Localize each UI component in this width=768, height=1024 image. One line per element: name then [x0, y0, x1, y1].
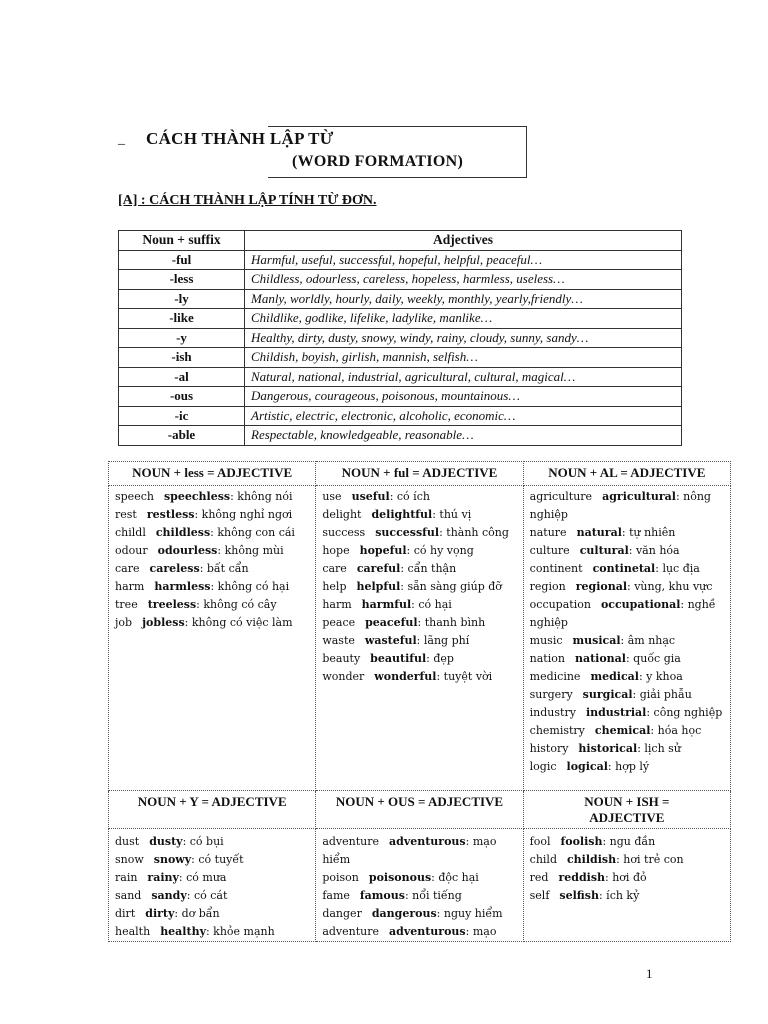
adjective-word: famous	[359, 889, 405, 902]
noun-word: red	[529, 871, 549, 884]
noun-word: self	[529, 889, 550, 902]
noun-word: medicine	[529, 670, 581, 683]
vietnamese-meaning: : dơ bẩn	[174, 907, 220, 920]
examples-cell: Healthy, dirty, dusty, snowy, windy, rainy, cloudy, sunny, sandy…	[245, 328, 682, 348]
suffix-cell: -ly	[119, 289, 245, 309]
word-list-cell	[523, 486, 730, 791]
word-entry	[322, 614, 518, 632]
noun-word: rain	[115, 871, 138, 884]
noun-word: surgery	[529, 688, 573, 701]
noun-word: music	[529, 634, 563, 647]
word-entry	[530, 704, 726, 722]
adjective-word: chemical	[594, 724, 651, 737]
vietnamese-meaning: : lãng phí	[416, 634, 470, 647]
vietnamese-meaning: : đẹp	[426, 652, 454, 665]
vietnamese-meaning: : không mùi	[217, 544, 284, 557]
noun-word: job	[115, 616, 133, 629]
word-entry	[322, 578, 518, 596]
word-entry	[530, 887, 726, 905]
vietnamese-meaning: : giải phẫu	[632, 688, 692, 701]
word-list-cell	[109, 829, 316, 942]
noun-word: child	[529, 853, 557, 866]
vietnamese-meaning: : nguy hiểm	[436, 907, 503, 920]
suffix-cell: -ous	[119, 387, 245, 407]
page-number: 1	[646, 966, 653, 981]
word-list-cell	[109, 486, 316, 791]
vietnamese-meaning: : văn hóa	[628, 544, 680, 557]
word-entry	[115, 488, 311, 506]
noun-word: danger	[322, 907, 362, 920]
noun-word: care	[115, 562, 140, 575]
vietnamese-meaning: : công nghiệp	[646, 706, 723, 719]
adjective-word: natural	[576, 526, 622, 539]
word-entry	[530, 869, 726, 887]
vietnamese-meaning: : khỏe mạnh	[205, 925, 275, 938]
noun-word: delight	[322, 508, 362, 521]
word-entry	[530, 650, 726, 668]
word-entry	[530, 833, 726, 851]
noun-word: culture	[529, 544, 570, 557]
word-entry	[322, 596, 518, 614]
word-entry	[530, 488, 726, 524]
section-heading: [A] : CÁCH THÀNH LẬP TÍNH TỪ ĐƠN.	[118, 193, 377, 208]
noun-word: beauty	[322, 652, 361, 665]
word-entry	[115, 833, 311, 851]
word-entry	[530, 542, 726, 560]
suffix-table-header-row	[119, 231, 682, 251]
noun-word: hope	[322, 544, 350, 557]
vietnamese-meaning: : không có cây	[196, 598, 277, 611]
vietnamese-meaning: : nông nghiệp	[529, 490, 711, 521]
adjective-word: delightful	[371, 508, 433, 521]
vietnamese-meaning: : có mưa	[178, 871, 227, 884]
adjective-word: jobless	[142, 616, 185, 629]
vietnamese-meaning: : âm nhạc	[620, 634, 676, 647]
suffix-row	[119, 367, 682, 387]
noun-word: rest	[115, 508, 137, 521]
noun-word: help	[322, 580, 347, 593]
suffix-row	[119, 309, 682, 329]
noun-word: harm	[322, 598, 352, 611]
suffix-cell: -less	[119, 270, 245, 290]
vietnamese-meaning: : lịch sử	[637, 742, 681, 755]
word-entry	[115, 542, 311, 560]
vietnamese-meaning: : thanh bình	[417, 616, 486, 629]
vietnamese-meaning: : độc hại	[431, 871, 479, 884]
word-entry	[322, 887, 518, 905]
word-list-cell	[316, 829, 523, 942]
adjective-word: industrial	[585, 706, 647, 719]
word-entry	[530, 758, 726, 776]
vietnamese-meaning: : nghề nghiệp	[529, 598, 716, 629]
suffix-table	[118, 230, 682, 446]
adjective-word: peaceful	[365, 616, 418, 629]
title-bullet: _	[118, 132, 125, 147]
grid-header: NOUN + AL = ADJECTIVE	[523, 462, 730, 486]
word-entry	[115, 560, 311, 578]
word-entry	[530, 560, 726, 578]
noun-word: poison	[322, 871, 359, 884]
vietnamese-meaning: : có tuyết	[191, 853, 244, 866]
suffix-row	[119, 406, 682, 426]
noun-word: wonder	[322, 670, 365, 683]
noun-word: dirt	[115, 907, 136, 920]
adjective-word: snowy	[153, 853, 192, 866]
noun-word: continent	[529, 562, 583, 575]
noun-word: childl	[115, 526, 146, 539]
vietnamese-meaning: : y khoa	[638, 670, 683, 683]
word-entry	[115, 524, 311, 542]
word-entry	[322, 524, 518, 542]
adjective-word: speechless	[163, 490, 231, 503]
adjective-word: sandy	[151, 889, 187, 902]
grid-header-row-1	[109, 462, 731, 486]
adjective-word: wonderful	[374, 670, 437, 683]
word-list-cell	[316, 486, 523, 791]
suffix-cell: -ic	[119, 406, 245, 426]
adjective-word: healthy	[160, 925, 206, 938]
page-title: CÁCH THÀNH LẬP TỪ	[146, 129, 334, 148]
noun-word: chemistry	[529, 724, 585, 737]
adjective-word: selfish	[559, 889, 599, 902]
adjective-word: surgical	[582, 688, 633, 701]
word-entry	[115, 887, 311, 905]
grid-body-row-2	[109, 829, 731, 942]
suffix-column-header: Noun + suffix	[119, 231, 245, 251]
word-entry	[322, 632, 518, 650]
noun-word: waste	[322, 634, 355, 647]
word-entry	[322, 560, 518, 578]
word-entry	[530, 740, 726, 758]
noun-word: harm	[115, 580, 145, 593]
vietnamese-meaning: : mạo hiểm	[322, 835, 497, 866]
adjective-word: careless	[149, 562, 200, 575]
word-entry	[322, 650, 518, 668]
vietnamese-meaning: : hơi đỏ	[605, 871, 647, 884]
noun-word: peace	[322, 616, 356, 629]
word-entry	[530, 524, 726, 542]
vietnamese-meaning: : có ích	[389, 490, 430, 503]
suffix-row	[119, 387, 682, 407]
noun-word: region	[529, 580, 566, 593]
vietnamese-meaning: : không con cái	[210, 526, 295, 539]
noun-word: history	[529, 742, 569, 755]
adjective-word: musical	[572, 634, 621, 647]
adjective-word: useful	[351, 490, 390, 503]
adjective-word: rainy	[147, 871, 179, 884]
word-entry	[115, 851, 311, 869]
word-entry	[115, 923, 311, 941]
word-entry	[322, 542, 518, 560]
adjectives-column-header: Adjectives	[245, 231, 682, 251]
suffix-table-body	[119, 250, 682, 445]
suffix-row	[119, 348, 682, 368]
grid-header: NOUN + Y = ADJECTIVE	[109, 791, 316, 829]
adjective-word: odourless	[157, 544, 218, 557]
suffix-cell: -ish	[119, 348, 245, 368]
examples-cell: Respectable, knowledgeable, reasonable…	[245, 426, 682, 446]
vietnamese-meaning: : quốc gia	[625, 652, 681, 665]
noun-word: sand	[115, 889, 142, 902]
examples-cell: Childless, odourless, careless, hopeless, harmless, useless…	[245, 270, 682, 290]
adjective-word: successful	[375, 526, 440, 539]
adjective-word: helpful	[356, 580, 401, 593]
suffix-row	[119, 270, 682, 290]
adjective-word: childless	[155, 526, 211, 539]
word-entry	[530, 578, 726, 596]
adjective-word: adventurous	[389, 925, 466, 938]
adjective-word: historical	[578, 742, 638, 755]
word-entry	[115, 578, 311, 596]
adjective-word: hopeful	[359, 544, 407, 557]
noun-word: success	[322, 526, 366, 539]
word-entry	[322, 923, 518, 941]
word-entry	[115, 869, 311, 887]
vietnamese-meaning: : không có việc làm	[184, 616, 293, 629]
grid-header: NOUN + ISH = ADJECTIVE	[523, 791, 730, 829]
noun-word: adventure	[322, 835, 380, 848]
noun-word: speech	[115, 490, 154, 503]
adjective-word: reddish	[558, 871, 606, 884]
word-entry	[530, 722, 726, 740]
vietnamese-meaning: : có bụi	[182, 835, 224, 848]
vietnamese-meaning: : ích kỷ	[598, 889, 640, 902]
vietnamese-meaning: : hơi trẻ con	[616, 853, 684, 866]
word-entry	[530, 596, 726, 632]
word-entry	[322, 668, 518, 686]
adjective-word: wasteful	[364, 634, 417, 647]
word-entry	[322, 869, 518, 887]
adjective-word: continetal	[592, 562, 656, 575]
noun-word: use	[322, 490, 342, 503]
adjective-word: national	[574, 652, 626, 665]
adjective-word: dangerous	[371, 907, 437, 920]
noun-word: health	[115, 925, 151, 938]
grid-header: NOUN + less = ADJECTIVE	[109, 462, 316, 486]
noun-word: logic	[529, 760, 557, 773]
vietnamese-meaning: : mạo	[465, 925, 497, 938]
vietnamese-meaning: : ngu đần	[602, 835, 656, 848]
word-entry	[115, 506, 311, 524]
formation-grid	[108, 461, 731, 942]
word-list-cell	[523, 829, 730, 942]
vietnamese-meaning: : tự nhiên	[621, 526, 676, 539]
suffix-row	[119, 250, 682, 270]
adjective-word: beautiful	[370, 652, 427, 665]
vietnamese-meaning: : vùng, khu vực	[627, 580, 713, 593]
noun-word: tree	[115, 598, 138, 611]
vietnamese-meaning: : lục địa	[655, 562, 700, 575]
examples-cell: Harmful, useful, successful, hopeful, helpful, peaceful…	[245, 250, 682, 270]
vietnamese-meaning: : không có hại	[210, 580, 290, 593]
adjective-word: careful	[356, 562, 401, 575]
adjective-word: childish	[566, 853, 617, 866]
vietnamese-meaning: : cẩn thận	[400, 562, 457, 575]
examples-cell: Childlike, godlike, lifelike, ladylike, manlike…	[245, 309, 682, 329]
noun-word: nation	[529, 652, 565, 665]
adjective-word: treeless	[147, 598, 197, 611]
grid-body-row-1	[109, 486, 731, 791]
vietnamese-meaning: : có hy vọng	[406, 544, 474, 557]
suffix-row	[119, 289, 682, 309]
suffix-cell: -like	[119, 309, 245, 329]
adjective-word: medical	[590, 670, 639, 683]
examples-cell: Manly, worldly, hourly, daily, weekly, monthly, yearly,friendly…	[245, 289, 682, 309]
suffix-row	[119, 328, 682, 348]
vietnamese-meaning: : không nói	[230, 490, 293, 503]
noun-word: snow	[115, 853, 144, 866]
adjective-word: harmless	[154, 580, 211, 593]
noun-word: nature	[529, 526, 567, 539]
adjective-word: agricultural	[602, 490, 676, 503]
suffix-cell: -able	[119, 426, 245, 446]
adjective-word: adventurous	[389, 835, 466, 848]
adjective-word: regional	[575, 580, 628, 593]
adjective-word: harmful	[361, 598, 412, 611]
vietnamese-meaning: : thành công	[439, 526, 509, 539]
vietnamese-meaning: : có hại	[411, 598, 452, 611]
noun-word: agriculture	[529, 490, 593, 503]
word-entry	[115, 614, 311, 632]
adjective-word: poisonous	[368, 871, 432, 884]
noun-word: occupation	[529, 598, 591, 611]
vietnamese-meaning: : hóa học	[650, 724, 702, 737]
vietnamese-meaning: : có cát	[186, 889, 228, 902]
word-entry	[530, 851, 726, 869]
word-entry	[322, 488, 518, 506]
noun-word: industry	[529, 706, 576, 719]
grid-header-row-2	[109, 791, 731, 829]
word-entry	[530, 686, 726, 704]
suffix-cell: -al	[119, 367, 245, 387]
vietnamese-meaning: : sẵn sàng giúp đỡ	[400, 580, 502, 593]
grid-header: NOUN + ful = ADJECTIVE	[316, 462, 523, 486]
examples-cell: Artistic, electric, electronic, alcoholic, economic…	[245, 406, 682, 426]
examples-cell: Dangerous, courageous, poisonous, mountainous…	[245, 387, 682, 407]
vietnamese-meaning: : thú vị	[432, 508, 472, 521]
suffix-cell: -ful	[119, 250, 245, 270]
vietnamese-meaning: : không nghỉ ngơi	[194, 508, 293, 521]
adjective-word: occupational	[600, 598, 681, 611]
adjective-word: foolish	[560, 835, 603, 848]
grid-header: NOUN + OUS = ADJECTIVE	[316, 791, 523, 829]
adjective-word: restless	[146, 508, 195, 521]
word-entry	[530, 668, 726, 686]
adjective-word: dusty	[149, 835, 183, 848]
word-entry	[530, 632, 726, 650]
noun-word: odour	[115, 544, 148, 557]
noun-word: care	[322, 562, 347, 575]
noun-word: dust	[115, 835, 140, 848]
noun-word: fame	[322, 889, 350, 902]
word-entry	[322, 905, 518, 923]
suffix-row	[119, 426, 682, 446]
examples-cell: Childish, boyish, girlish, mannish, selfish…	[245, 348, 682, 368]
suffix-cell: -y	[119, 328, 245, 348]
vietnamese-meaning: : tuyệt vời	[436, 670, 493, 683]
examples-cell: Natural, national, industrial, agricultural, cultural, magical…	[245, 367, 682, 387]
adjective-word: cultural	[579, 544, 629, 557]
word-entry	[322, 833, 518, 869]
adjective-word: dirty	[145, 907, 175, 920]
vietnamese-meaning: : bất cẩn	[199, 562, 249, 575]
vietnamese-meaning: : nổi tiếng	[404, 889, 462, 902]
adjective-word: logical	[566, 760, 608, 773]
word-entry	[322, 506, 518, 524]
word-entry	[115, 905, 311, 923]
page-subtitle: (WORD FORMATION)	[292, 153, 464, 170]
noun-word: fool	[529, 835, 551, 848]
word-entry	[115, 596, 311, 614]
vietnamese-meaning: : hợp lý	[607, 760, 650, 773]
noun-word: adventure	[322, 925, 380, 938]
